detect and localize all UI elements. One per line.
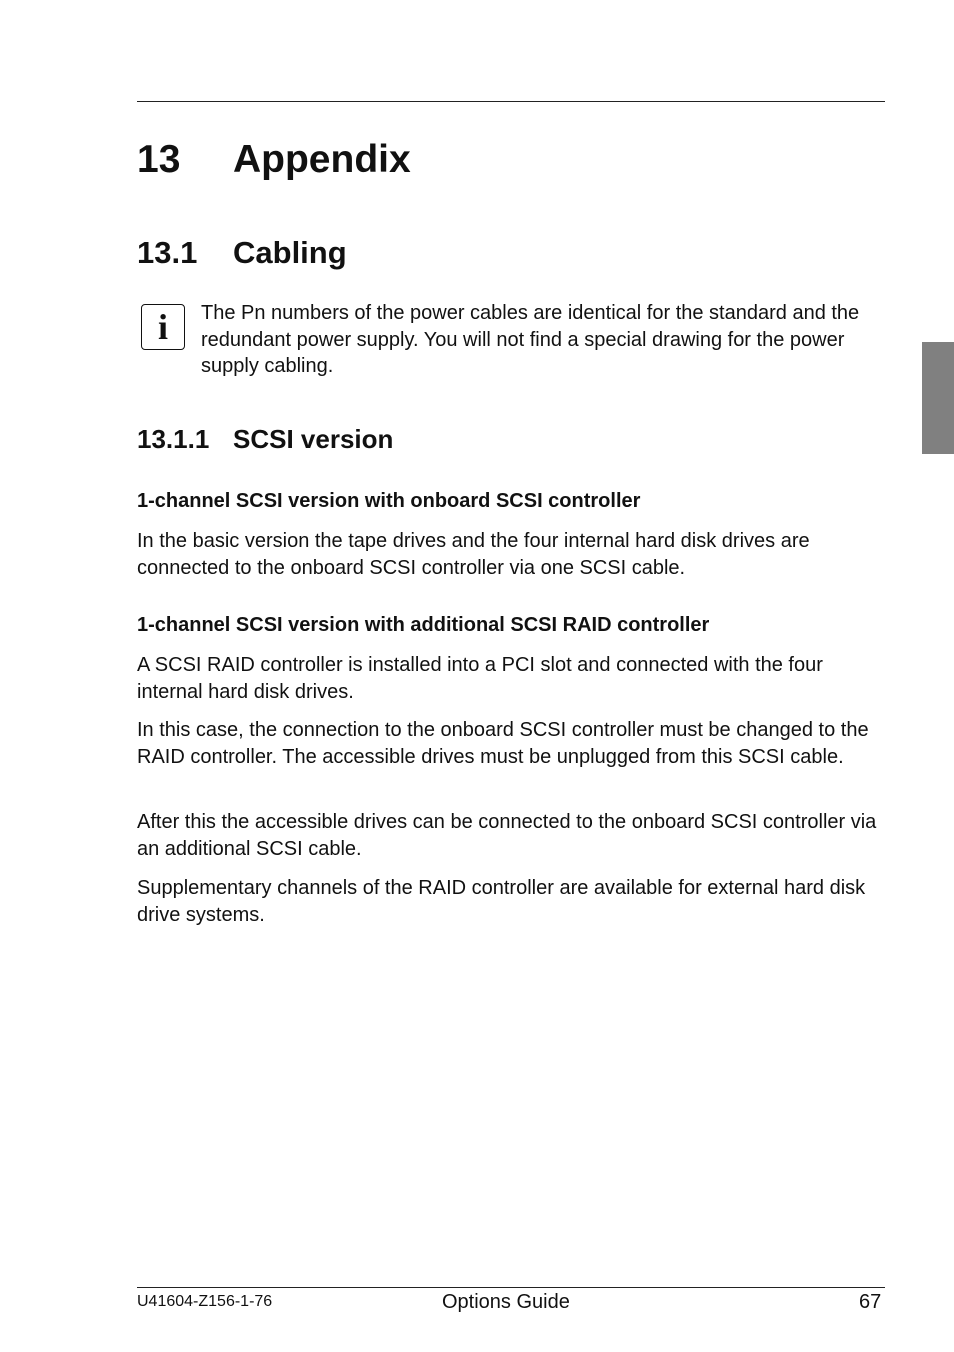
subsection-heading (137, 421, 393, 457)
paragraph: In this case, the connection to the onboard SCSI controller must be changed to the RAID controller. The accessible drives must be unplugged from this SCSI cable. (137, 719, 869, 768)
paragraph: Supplementary channels of the RAID controller are available for external hard disk drive systems. (137, 877, 866, 926)
section-number: 13.1 (137, 235, 198, 270)
chapter-number: 13 (137, 138, 181, 181)
section-title: Cabling (233, 235, 347, 270)
chapter-heading (137, 134, 411, 186)
block-heading-onboard: 1-channel SCSI version with onboard SCSI controller (137, 490, 641, 512)
paragraph: In the basic version the tape drives and the four internal hard disk drives are connected to the onboard SCSI controller via one SCSI cable. (137, 530, 810, 579)
paragraph: A SCSI RAID controller is installed into a PCI slot and connected with the four internal hard disk drives. (137, 654, 823, 703)
chapter-side-tab (922, 342, 954, 454)
footer-page-number: 67 (859, 1291, 882, 1313)
paragraph: After this the accessible drives can be connected to the onboard SCSI controller via an additional SCSI cable. (137, 811, 877, 860)
subsection-number: 13.1.1 (137, 424, 210, 454)
info-icon: i (141, 304, 185, 350)
subsection-title: SCSI version (233, 424, 394, 454)
chapter-title: Appendix (233, 138, 411, 181)
header-rule (137, 101, 885, 102)
footer-title: Options Guide (442, 1291, 570, 1313)
footer-doc-id: U41604-Z156-1-76 (137, 1293, 273, 1310)
section-heading (137, 232, 347, 274)
block-heading-raid: 1-channel SCSI version with additional SCSI RAID controller (137, 614, 710, 636)
info-note-text: The Pn numbers of the power cables are identical for the standard and the redundant power supply. You will not find a special drawing for the power supply cabling. (201, 302, 860, 377)
footer-rule (137, 1287, 885, 1288)
